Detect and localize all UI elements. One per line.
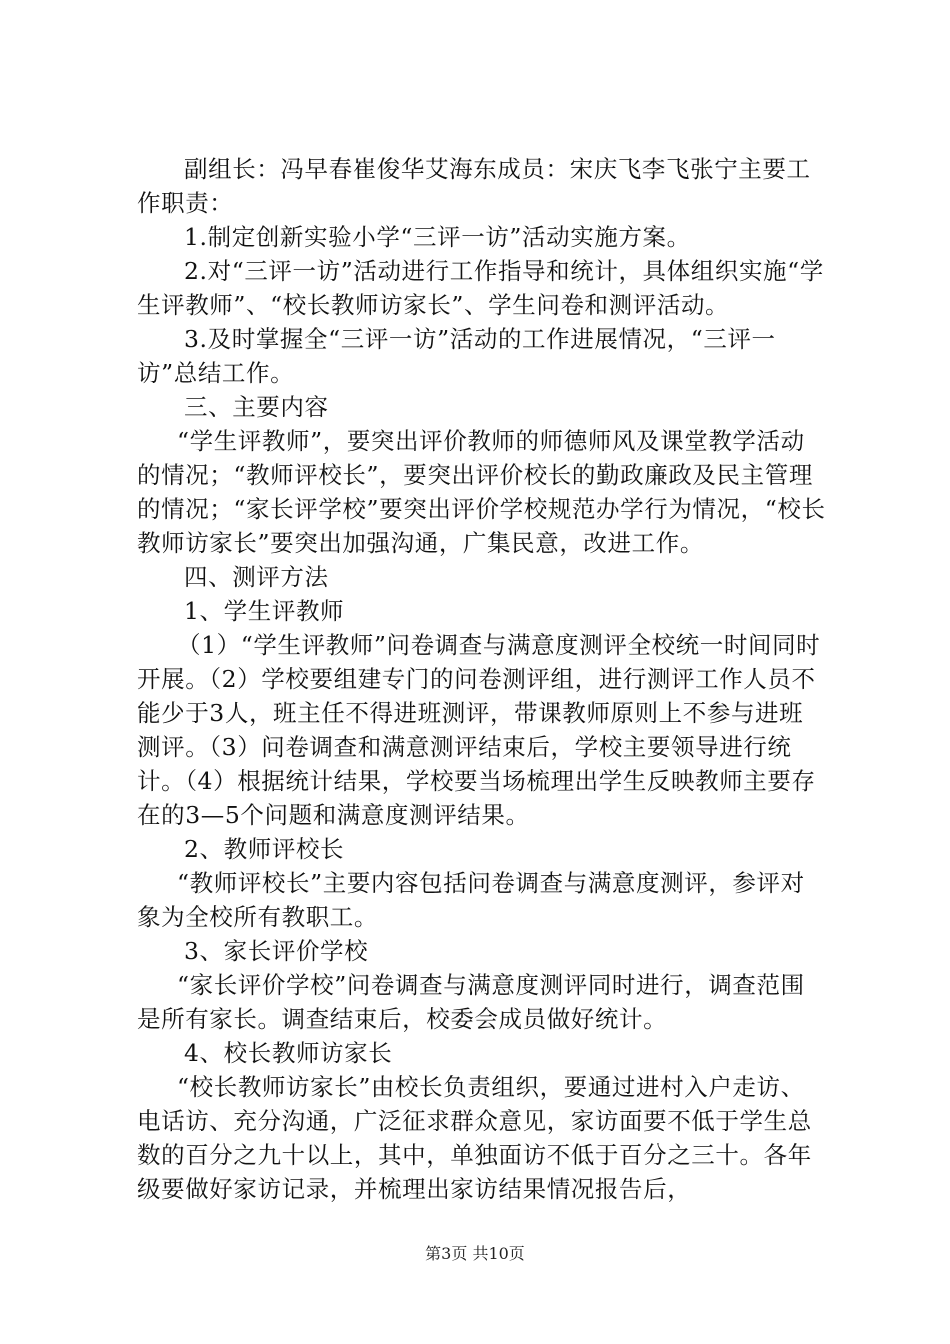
paragraph-duty-3: 3.及时掌握全“三评一访”活动的工作进展情况，“三评一访”总结工作。: [137, 325, 776, 387]
subheading-home-visits: 4、校长教师访家长: [184, 1039, 393, 1067]
subheading-students-evaluate-teachers: 1、学生评教师: [184, 597, 345, 625]
paragraph-main-content: “学生评教师”，要突出评价教师的师德师风及课堂教学活动的情况；“教师评校长”，要突出评价校长的勤政廉政及民主管理的情况；“家长评学校”要突出评价学校规范办学行为情况，“校长教师访家长”要突出加强沟通，广集民意，改进工作。: [137, 427, 826, 557]
paragraph-duty-2: 2.对“三评一访”活动进行工作指导和统计，具体组织实施“学生评教师”、“校长教师访家长”、学生问卷和测评活动。: [137, 257, 824, 319]
document-body: [137, 152, 827, 1206]
paragraph-parents-evaluate-school: “家长评价学校”问卷调查与满意度测评同时进行，调查范围是所有家长。调查结束后，校委会成员做好统计。: [137, 971, 805, 1033]
paragraph-duty-1: 1.制定创新实验小学“三评一访”活动实施方案。: [184, 223, 691, 251]
section-heading-main-content: 三、主要内容: [184, 393, 329, 421]
paragraph-home-visits: “校长教师访家长”由校长负责组织，要通过进村入户走访、电话访、充分沟通，广泛征求群众意见，家访面要不低于学生总数的百分之九十以上，其中，单独面访不低于百分之三十。各年级要做好家访记录，并梳理出家访结果情况报告后，: [137, 1073, 812, 1203]
paragraph-students-evaluate-teachers: （1）“学生评教师”问卷调查与满意度测评全校统一时间同时开展。（2）学校要组建专门的问卷测评组，进行测评工作人员不能少于3人，班主任不得进班测评，带课教师原则上不参与进班测评。（3）问卷调查和满意测评结束后，学校主要领导进行统计。（4）根据统计结果，学校要当场梳理出学生反映教师主要存在的3—5个问题和满意度测评结果。: [137, 631, 821, 829]
paragraph-teachers-evaluate-principal: “教师评校长”主要内容包括问卷调查与满意度测评，参评对象为全校所有教职工。: [137, 869, 805, 931]
paragraph-staff: 副组长：冯早春崔俊华艾海东成员：宋庆飞李飞张宁主要工作职责：: [137, 155, 811, 217]
section-heading-methods: 四、测评方法: [184, 563, 329, 591]
page-footer: 第3页 共10页: [425, 1244, 525, 1263]
subheading-teachers-evaluate-principal: 2、教师评校长: [184, 835, 345, 863]
subheading-parents-evaluate-school: 3、家长评价学校: [184, 937, 369, 965]
